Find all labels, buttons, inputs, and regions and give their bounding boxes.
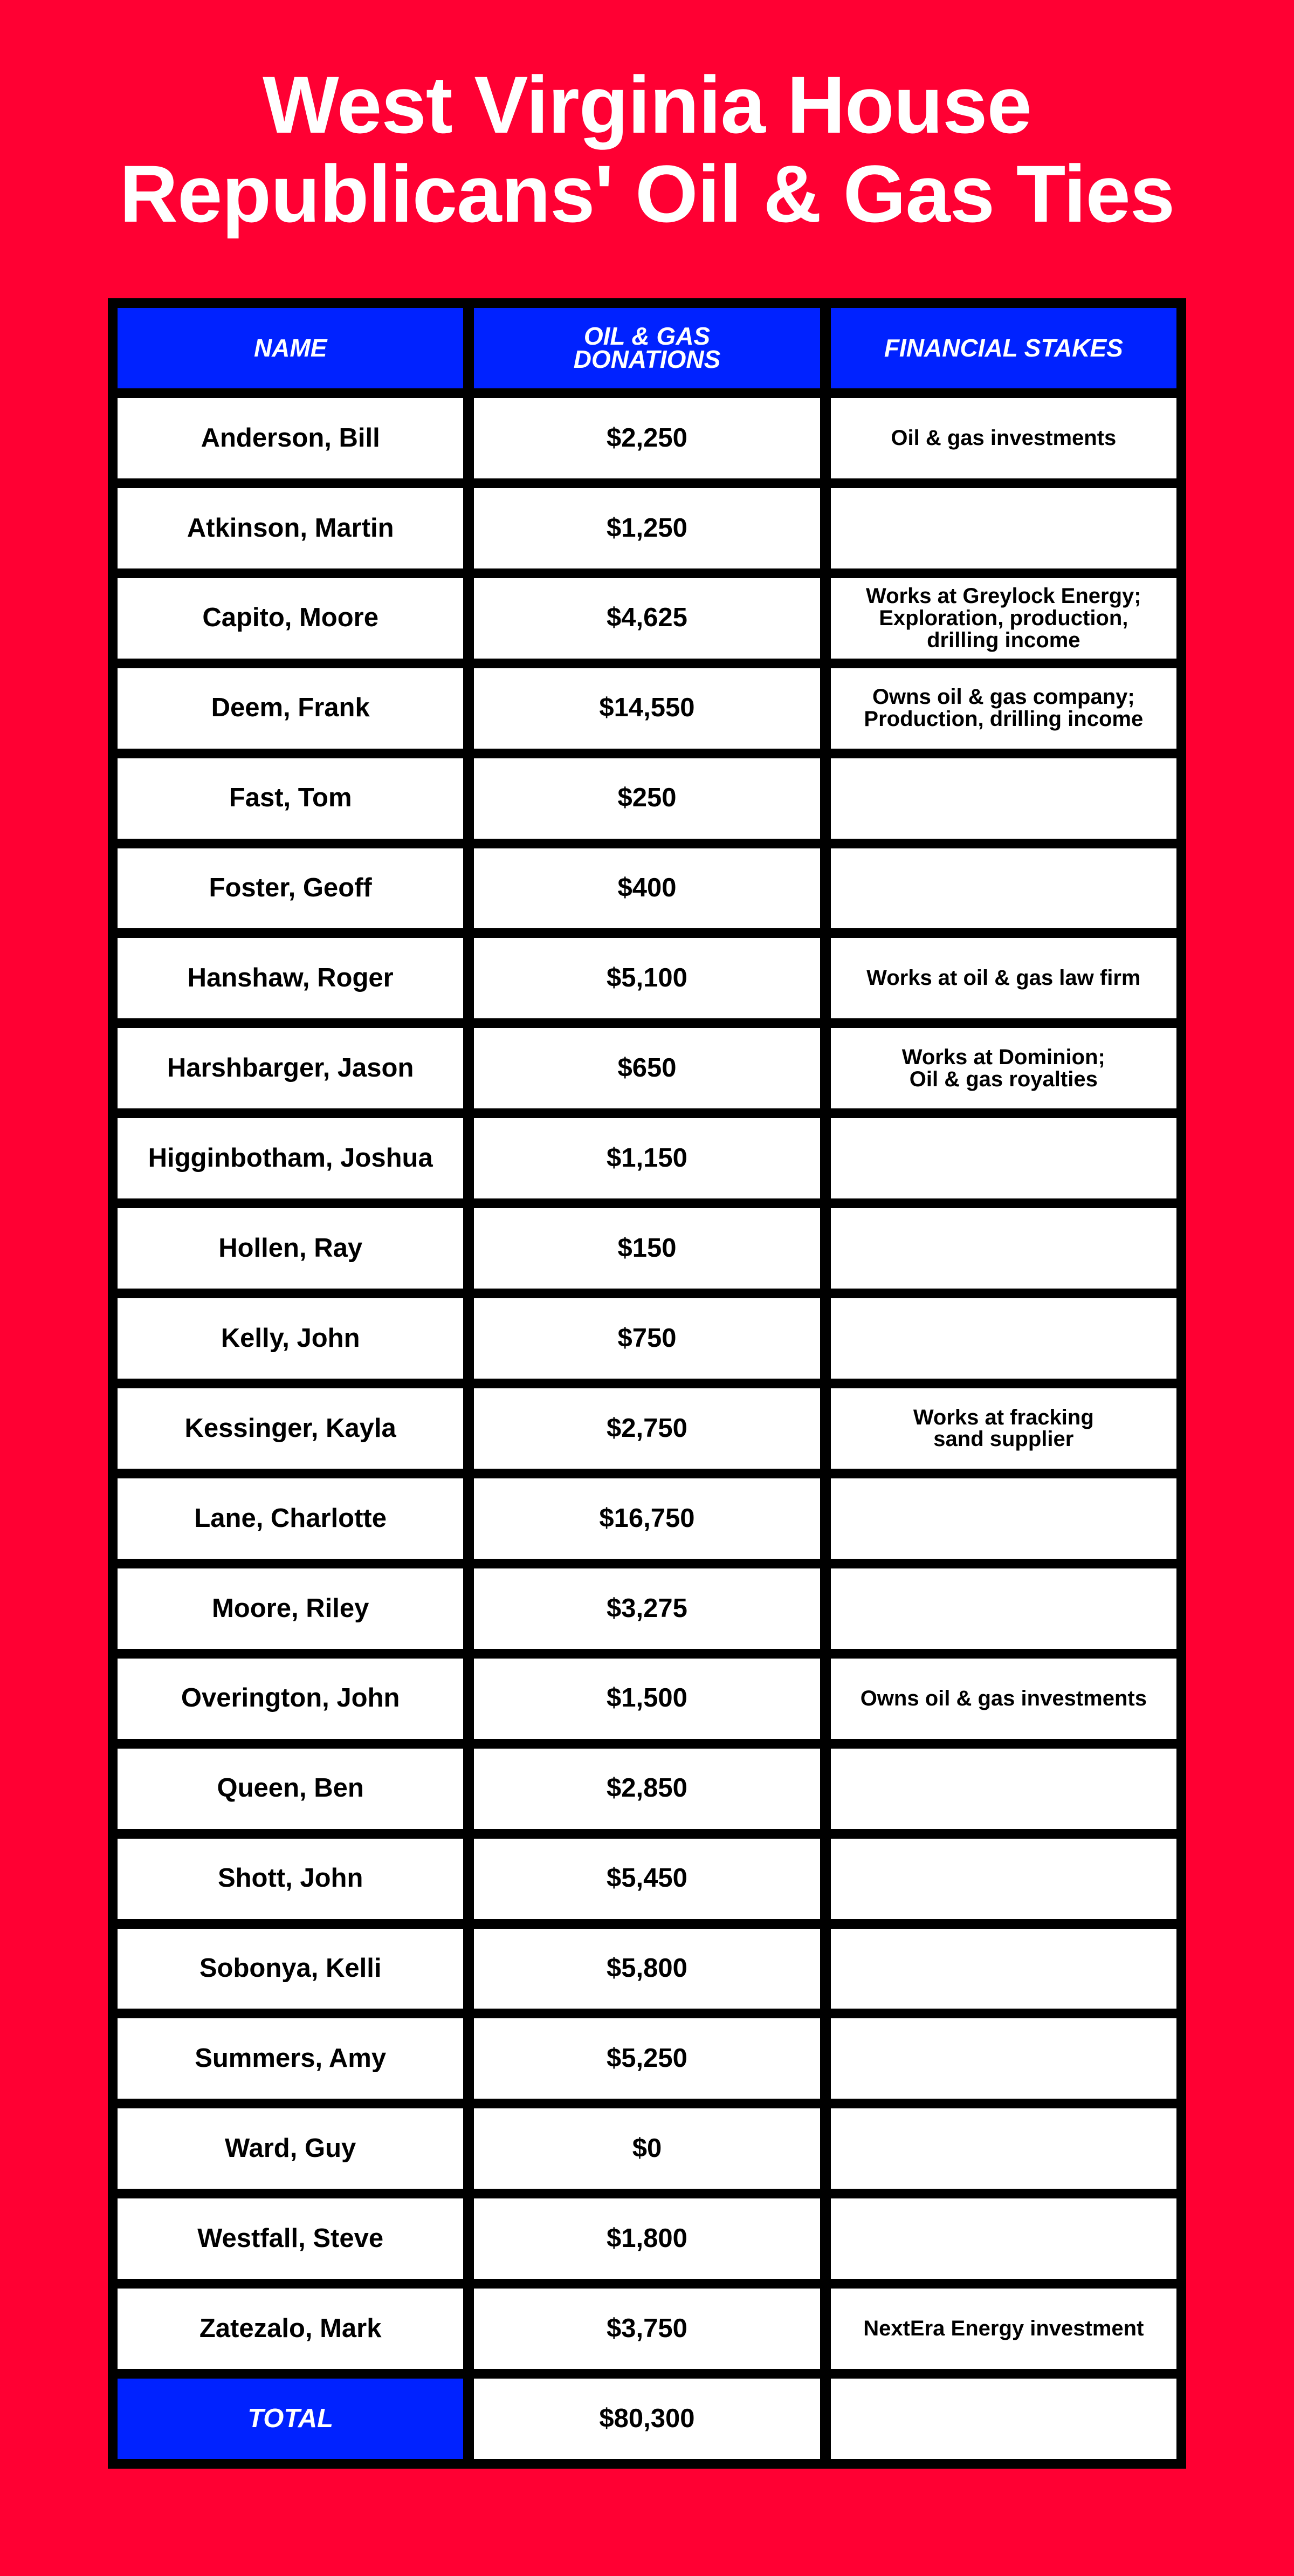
row-donations: $1,250 (474, 488, 820, 568)
row-donations: $250 (474, 758, 820, 839)
row-donations: $5,100 (474, 938, 820, 1018)
row-financial-stakes: Owns oil & gas company; Production, drilling income (831, 668, 1176, 749)
row-donations: $750 (474, 1298, 820, 1379)
row-donations: $2,750 (474, 1388, 820, 1469)
row-name: Westfall, Steve (118, 2198, 463, 2279)
row-name: Queen, Ben (118, 1749, 463, 1829)
page-title-line-2: Republicans' Oil & Gas Ties (119, 148, 1175, 239)
row-financial-stakes (831, 1298, 1176, 1379)
row-financial-stakes: Oil & gas investments (831, 398, 1176, 478)
header-name: NAME (118, 308, 463, 388)
row-name: Hanshaw, Roger (118, 938, 463, 1018)
row-financial-stakes (831, 758, 1176, 839)
row-name: Higginbotham, Joshua (118, 1118, 463, 1198)
row-donations: $1,500 (474, 1659, 820, 1739)
row-donations: $1,150 (474, 1118, 820, 1198)
row-name: Sobonya, Kelli (118, 1929, 463, 2009)
row-donations: $2,250 (474, 398, 820, 478)
row-name: Atkinson, Martin (118, 488, 463, 568)
row-financial-stakes (831, 848, 1176, 929)
row-financial-stakes: NextEra Energy investment (831, 2289, 1176, 2369)
row-name: Deem, Frank (118, 668, 463, 749)
row-name: Harshbarger, Jason (118, 1028, 463, 1108)
page-title-line-1: West Virginia House (263, 59, 1031, 150)
row-financial-stakes (831, 1208, 1176, 1289)
donations-table (108, 298, 1186, 2469)
row-donations: $5,250 (474, 2018, 820, 2099)
row-donations: $3,750 (474, 2289, 820, 2369)
total-financial-stakes (831, 2379, 1176, 2459)
row-name: Moore, Riley (118, 1568, 463, 1649)
row-donations: $150 (474, 1208, 820, 1289)
row-financial-stakes (831, 2108, 1176, 2189)
header-financial-stakes: FINANCIAL STAKES (831, 308, 1176, 388)
row-financial-stakes: Works at oil & gas law firm (831, 938, 1176, 1018)
row-donations: $4,625 (474, 578, 820, 659)
row-financial-stakes (831, 1568, 1176, 1649)
row-name: Zatezalo, Mark (118, 2289, 463, 2369)
row-financial-stakes (831, 1749, 1176, 1829)
row-financial-stakes: Works at Dominion; Oil & gas royalties (831, 1028, 1176, 1108)
row-name: Anderson, Bill (118, 398, 463, 478)
row-financial-stakes (831, 488, 1176, 568)
page-title (0, 60, 1294, 238)
row-donations: $14,550 (474, 668, 820, 749)
row-donations: $650 (474, 1028, 820, 1108)
row-donations: $1,800 (474, 2198, 820, 2279)
row-donations: $5,800 (474, 1929, 820, 2009)
row-financial-stakes: Works at Greylock Energy; Exploration, production, drilling income (831, 578, 1176, 659)
total-donations: $80,300 (474, 2379, 820, 2459)
header-donations: OIL & GAS DONATIONS (474, 308, 820, 388)
row-financial-stakes (831, 1839, 1176, 1919)
row-financial-stakes (831, 2198, 1176, 2279)
row-financial-stakes: Works at fracking sand supplier (831, 1388, 1176, 1469)
row-name: Lane, Charlotte (118, 1478, 463, 1559)
row-financial-stakes (831, 1478, 1176, 1559)
row-financial-stakes (831, 2018, 1176, 2099)
row-donations: $400 (474, 848, 820, 929)
row-financial-stakes (831, 1118, 1176, 1198)
row-donations: $0 (474, 2108, 820, 2189)
row-name: Summers, Amy (118, 2018, 463, 2099)
row-donations: $2,850 (474, 1749, 820, 1829)
row-name: Ward, Guy (118, 2108, 463, 2189)
row-name: Kessinger, Kayla (118, 1388, 463, 1469)
row-name: Capito, Moore (118, 578, 463, 659)
row-financial-stakes: Owns oil & gas investments (831, 1659, 1176, 1739)
row-name: Shott, John (118, 1839, 463, 1919)
row-name: Fast, Tom (118, 758, 463, 839)
row-donations: $5,450 (474, 1839, 820, 1919)
row-name: Hollen, Ray (118, 1208, 463, 1289)
row-donations: $16,750 (474, 1478, 820, 1559)
row-name: Kelly, John (118, 1298, 463, 1379)
total-label: TOTAL (118, 2379, 463, 2459)
row-name: Overington, John (118, 1659, 463, 1739)
row-name: Foster, Geoff (118, 848, 463, 929)
row-donations: $3,275 (474, 1568, 820, 1649)
row-financial-stakes (831, 1929, 1176, 2009)
